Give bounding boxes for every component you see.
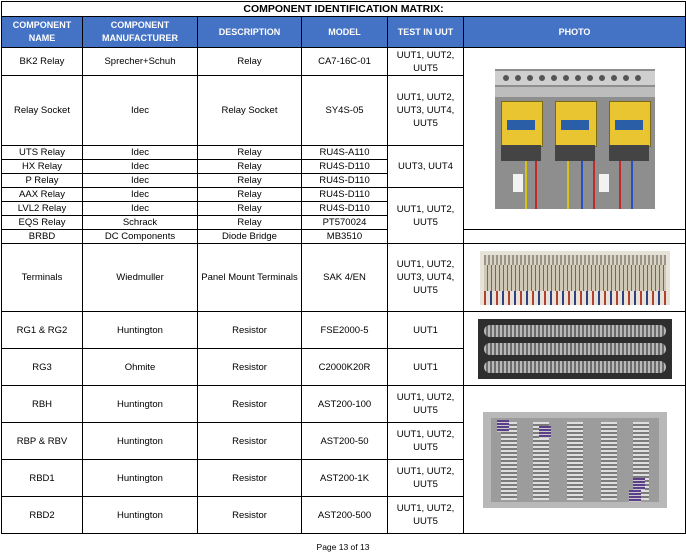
component-name: HX Relay	[2, 160, 83, 174]
component-name: BK2 Relay	[2, 48, 83, 76]
component-model: RU4S-A110	[302, 146, 388, 160]
table-row	[2, 48, 686, 76]
component-manufacturer: Idec	[83, 174, 198, 188]
component-model: RU4S-D110	[302, 188, 388, 202]
header-test-in-uut: TEST IN UUT	[388, 17, 464, 48]
component-test: UUT1, UUT2, UUT5	[388, 386, 464, 423]
component-model: AST200-50	[302, 423, 388, 460]
component-test: UUT1, UUT2, UUT5	[388, 423, 464, 460]
header-model: MODEL	[302, 17, 388, 48]
component-test: UUT1	[388, 349, 464, 386]
matrix-title: COMPONENT IDENTIFICATION MATRIX:	[2, 2, 686, 17]
component-model: SAK 4/EN	[302, 244, 388, 312]
header-row	[2, 17, 686, 48]
component-model: AST200-500	[302, 497, 388, 534]
relay-panel-photo	[495, 69, 655, 209]
component-description: Panel Mount Terminals	[198, 244, 302, 312]
component-test: UUT1	[388, 312, 464, 349]
component-manufacturer: Idec	[83, 188, 198, 202]
table-row	[2, 230, 686, 244]
header-component-name: COMPONENT NAME	[2, 17, 83, 48]
header-photo: PHOTO	[464, 17, 686, 48]
component-model: RU4S-D110	[302, 160, 388, 174]
component-description: Relay	[198, 188, 302, 202]
component-name: AAX Relay	[2, 188, 83, 202]
component-description: Relay	[198, 216, 302, 230]
component-manufacturer: Schrack	[83, 216, 198, 230]
component-model: CA7-16C-01	[302, 48, 388, 76]
component-manufacturer: Huntington	[83, 386, 198, 423]
component-manufacturer: Idec	[83, 76, 198, 146]
component-manufacturer: Sprecher+Schuh	[83, 48, 198, 76]
page-number: Page 13 of 13	[316, 542, 370, 552]
coil-resistor-photo	[478, 319, 672, 379]
component-name: Terminals	[2, 244, 83, 312]
header-description: DESCRIPTION	[198, 17, 302, 48]
component-model: AST200-1K	[302, 460, 388, 497]
component-description: Resistor	[198, 312, 302, 349]
component-test: UUT1, UUT2, UUT3, UUT4, UUT5	[388, 244, 464, 312]
terminals-photo-cell	[464, 244, 686, 312]
component-model: SY4S-05	[302, 76, 388, 146]
component-test: UUT1, UUT2, UUT5	[388, 460, 464, 497]
component-name: P Relay	[2, 174, 83, 188]
table-row	[2, 386, 686, 423]
component-manufacturer: Wiedmuller	[83, 244, 198, 312]
component-test: UUT1, UUT2, UUT5	[388, 48, 464, 76]
component-name: RBP & RBV	[2, 423, 83, 460]
component-name: Relay Socket	[2, 76, 83, 146]
component-manufacturer: Huntington	[83, 497, 198, 534]
component-description: Resistor	[198, 460, 302, 497]
bank-photo-cell	[464, 386, 686, 534]
component-description: Relay	[198, 160, 302, 174]
component-name: EQS Relay	[2, 216, 83, 230]
component-description: Relay	[198, 202, 302, 216]
component-name: LVL2 Relay	[2, 202, 83, 216]
component-model: RU4S-D110	[302, 174, 388, 188]
component-manufacturer: Huntington	[83, 460, 198, 497]
component-description: Relay Socket	[198, 76, 302, 146]
header-manufacturer: COMPONENT MANUFACTURER	[83, 17, 198, 48]
component-description: Resistor	[198, 386, 302, 423]
component-description: Resistor	[198, 497, 302, 534]
component-manufacturer: Idec	[83, 202, 198, 216]
component-manufacturer: Idec	[83, 146, 198, 160]
component-matrix-table	[1, 1, 686, 534]
component-name: BRBD	[2, 230, 83, 244]
coil-photo-cell	[464, 312, 686, 386]
empty-photo-cell	[464, 230, 686, 244]
component-model: MB3510	[302, 230, 388, 244]
component-test: UUT1, UUT2, UUT3, UUT4, UUT5	[388, 76, 464, 146]
component-name: RBH	[2, 386, 83, 423]
component-description: Resistor	[198, 423, 302, 460]
component-name: RBD2	[2, 497, 83, 534]
component-name: RBD1	[2, 460, 83, 497]
component-description: Resistor	[198, 349, 302, 386]
component-test: UUT1, UUT2, UUT5	[388, 497, 464, 534]
component-test: UUT3, UUT4	[388, 146, 464, 188]
component-model: FSE2000-5	[302, 312, 388, 349]
component-name: UTS Relay	[2, 146, 83, 160]
component-manufacturer: Huntington	[83, 423, 198, 460]
component-model: C2000K20R	[302, 349, 388, 386]
component-description: Relay	[198, 48, 302, 76]
component-manufacturer: DC Components	[83, 230, 198, 244]
component-test: UUT1, UUT2, UUT5	[388, 188, 464, 244]
component-model: RU4S-D110	[302, 202, 388, 216]
component-manufacturer: Ohmite	[83, 349, 198, 386]
component-manufacturer: Idec	[83, 160, 198, 174]
relay-photo-cell	[464, 48, 686, 230]
component-model: AST200-100	[302, 386, 388, 423]
component-description: Relay	[198, 146, 302, 160]
table-row	[2, 312, 686, 349]
component-name: RG3	[2, 349, 83, 386]
terminal-strip-photo	[480, 251, 670, 305]
component-manufacturer: Huntington	[83, 312, 198, 349]
component-name: RG1 & RG2	[2, 312, 83, 349]
component-description: Diode Bridge	[198, 230, 302, 244]
resistor-bank-photo	[483, 412, 667, 508]
component-description: Relay	[198, 174, 302, 188]
component-model: PT570024	[302, 216, 388, 230]
table-row	[2, 244, 686, 312]
